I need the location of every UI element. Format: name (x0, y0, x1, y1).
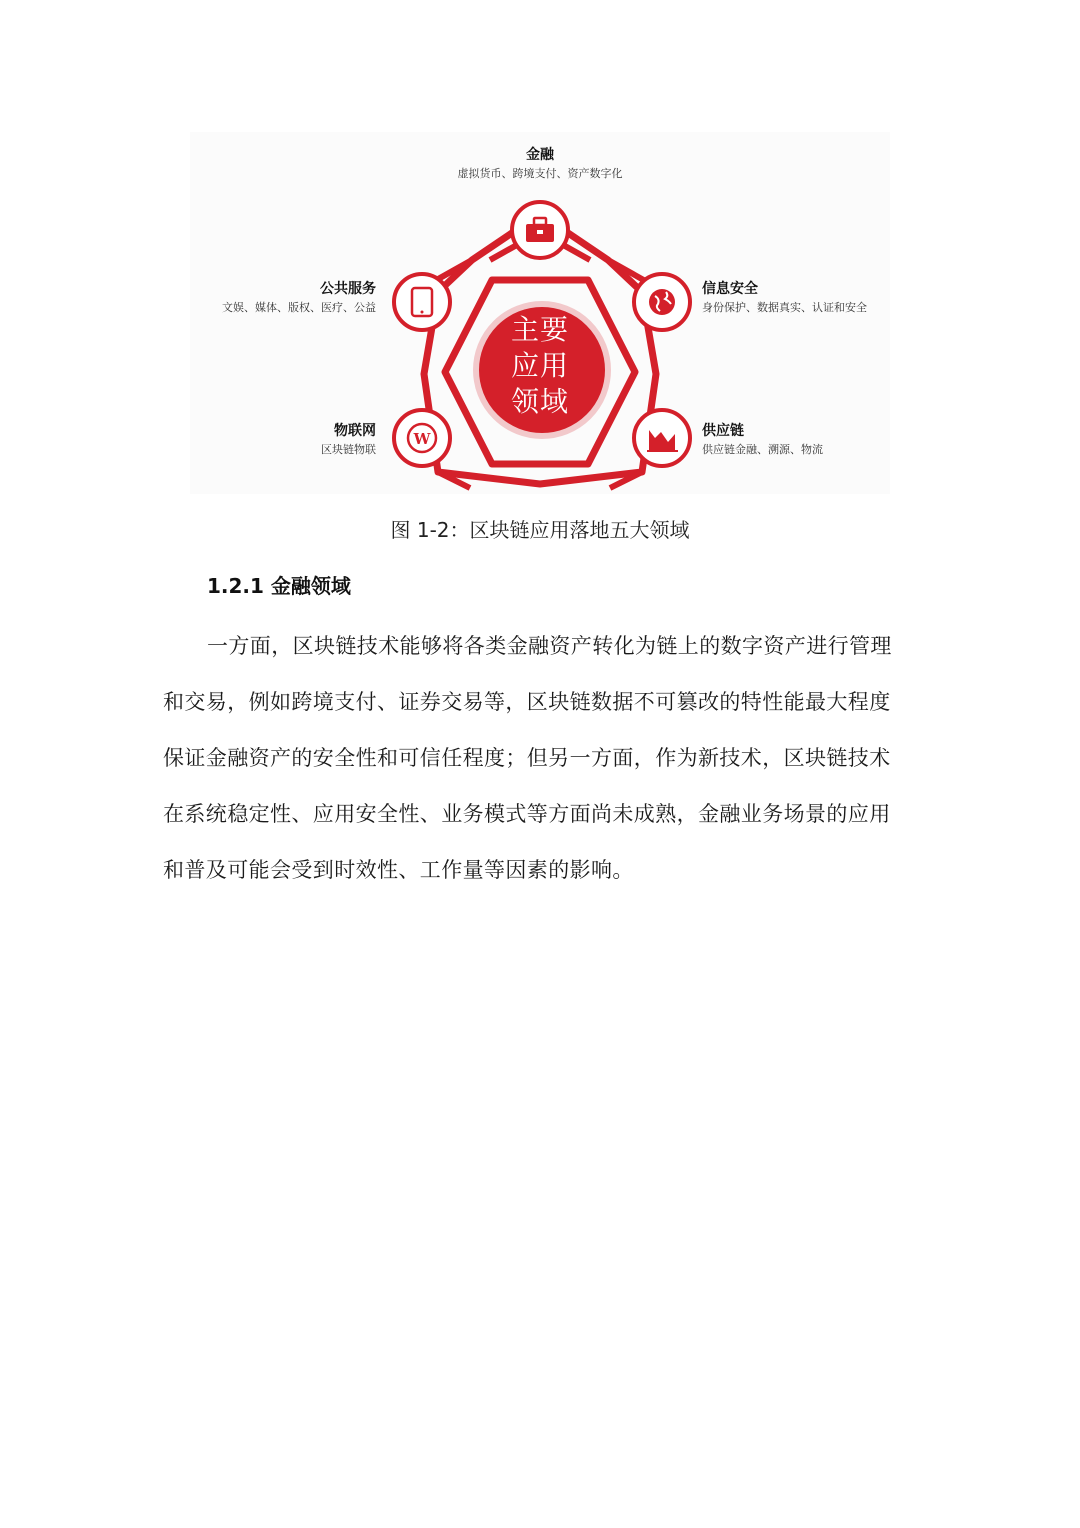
node-finance (512, 202, 568, 258)
paragraph-line-3: 保证金融资产的安全性和可信任程度；但另一方面，作为新技术，区块链技术 (163, 746, 891, 770)
center-line-2: 应用 (510, 349, 569, 382)
figure-caption: 图 1-2：区块链应用落地五大领域 (390, 518, 690, 542)
globe-icon (649, 289, 675, 315)
center-line-1: 主要 (510, 313, 569, 346)
finance-title: 金融 (526, 147, 554, 163)
center-line-3: 领域 (510, 385, 569, 418)
iot-title: 物联网 (334, 423, 376, 439)
paragraph-line-2: 和交易，例如跨境支付、证券交易等，区块链数据不可篡改的特性能最大程度 (163, 690, 891, 714)
blockchain-domains-figure (190, 132, 890, 494)
node-info-security (634, 274, 690, 330)
paragraph-line-4: 在系统稳定性、应用安全性、业务模式等方面尚未成熟，金融业务场景的应用 (163, 802, 891, 826)
center-label (486, 312, 594, 420)
node-iot (394, 410, 450, 466)
node-public-service (394, 274, 450, 330)
supply-chain-title: 供应链 (702, 423, 744, 439)
info-security-desc: 身份保护、数据真实、认证和安全 (702, 301, 867, 314)
paragraph-line-5: 和普及可能会受到时效性、工作量等因素的影响。 (163, 858, 634, 882)
finance-desc: 虚拟货币、跨境支付、资产数字化 (457, 167, 623, 180)
public-service-title: 公共服务 (320, 281, 376, 297)
paragraph-line-1: 一方面，区块链技术能够将各类金融资产转化为链上的数字资产进行管理 (207, 634, 892, 658)
iot-desc: 区块链物联 (321, 443, 376, 456)
public-service-desc: 文娱、媒体、版权、医疗、公益 (222, 301, 376, 314)
supply-chain-desc: 供应链金融、溯源、物流 (702, 443, 823, 456)
section-heading: 1.2.1 金融领域 (207, 574, 351, 598)
node-supply-chain (634, 410, 690, 466)
svg-text:W: W (413, 430, 431, 448)
info-security-title: 信息安全 (702, 281, 758, 297)
